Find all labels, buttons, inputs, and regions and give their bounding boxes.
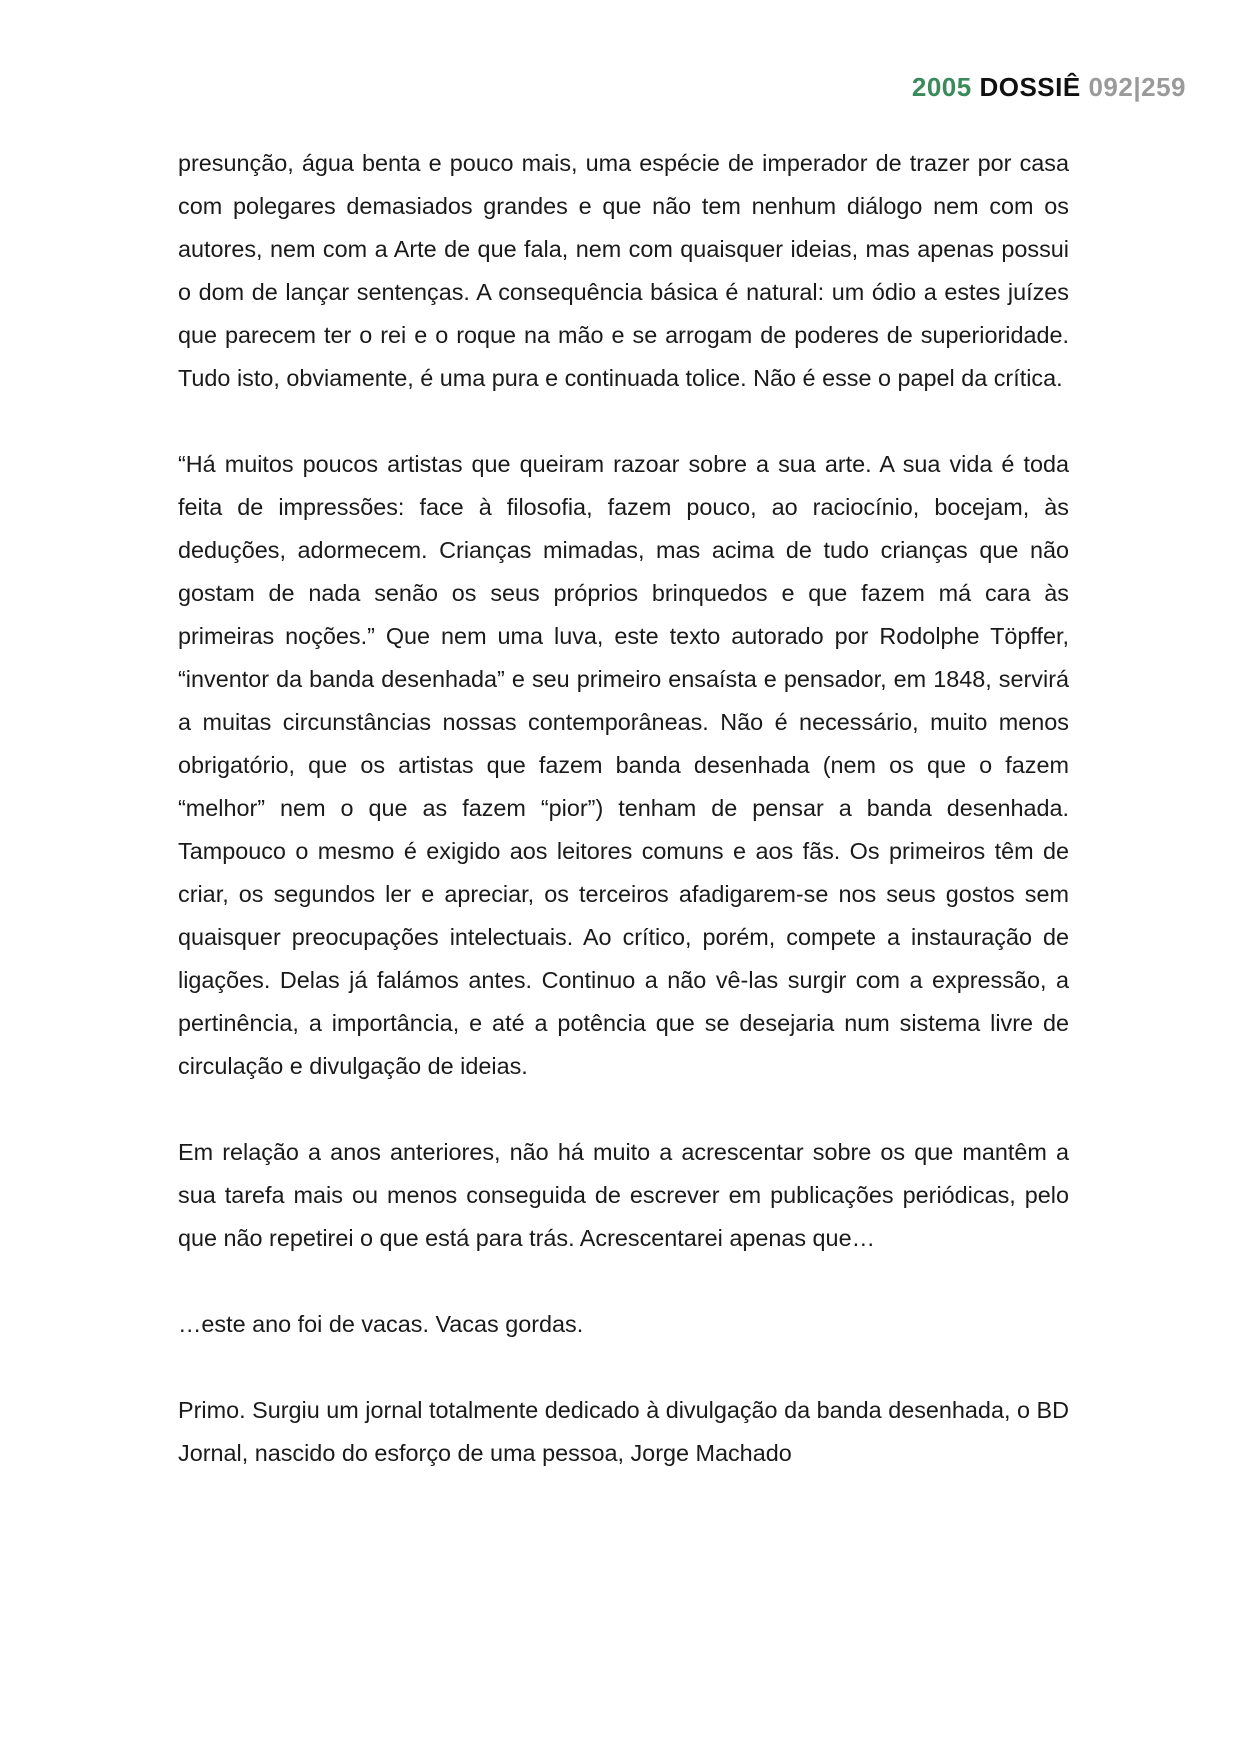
header-year: 2005 [911, 72, 972, 102]
paragraph-1: presunção, água benta e pouco mais, uma espécie de imperador de trazer por casa com polegares demasiados grandes e que não tem nenhum diálogo nem com os autores, nem com a Arte de que fala, nem com quaisquer ideias, mas apenas possui o dom de lançar sentenças. A consequência básica é natural: um ódio a estes juízes que parecem ter o rei e o roque na mão e se arrogam de poderes de superioridade. Tudo isto, obviamente, é uma pura e continuada tolice. Não é esse o papel da crítica. [178, 150, 1069, 391]
paragraph-2: “Há muitos poucos artistas que queiram razoar sobre a sua arte. A sua vida é toda feita de impressões: face à filosofia, fazem pouco, ao raciocínio, bocejam, às deduções, adormecem. Crianças mimadas, mas acima de tudo crianças que não gostam de nada senão os seus próprios brinquedos e que fazem má cara às primeiras noções.” Que nem uma luva, este texto autorado por Rodolphe Töpffer, “inventor da banda desenhada” e seu primeiro ensaísta e pensador, em 1848, servirá a muitas circunstâncias nossas contemporâneas. Não é necessário, muito menos obrigatório, que os artistas que fazem banda desenhada (nem os que o fazem “melhor” nem o que as fazem “pior”) tenham de pensar a banda desenhada. Tampouco o mesmo é exigido aos leitores comuns e aos fãs. Os primeiros têm de criar, os segundos ler e apreciar, os terceiros afadigarem-se nos seus gostos sem quaisquer preocupações intelectuais. Ao crítico, porém, compete a instauração de ligações. Delas já falámos antes. Continuo a não vê-las surgir com a expressão, a pertinência, a importância, e até a potência que se desejaria num sistema livre de circulação e divulgação de ideias. [178, 451, 1069, 1079]
paragraph-3: Em relação a anos anteriores, não há muito a acrescentar sobre os que mantêm a sua tarefa mais ou menos conseguida de escrever em publicações periódicas, pelo que não repetirei o que está para trás. Acrescentarei apenas que… [178, 1139, 1069, 1251]
paragraph-5: Primo. Surgiu um jornal totalmente dedicado à divulgação da banda desenhada, o BD Jornal, nascido do esforço de uma pessoa, Jorge Machado [178, 1397, 1069, 1466]
running-header [912, 72, 1186, 103]
header-page-total: 259 [1141, 72, 1186, 102]
article-body [178, 142, 1069, 1475]
header-title: DOSSIÊ [979, 72, 1081, 102]
paragraph-4: …este ano foi de vacas. Vacas gordas. [178, 1311, 584, 1337]
header-page-separator: | [1133, 72, 1142, 102]
header-page-current: 092 [1088, 72, 1134, 102]
